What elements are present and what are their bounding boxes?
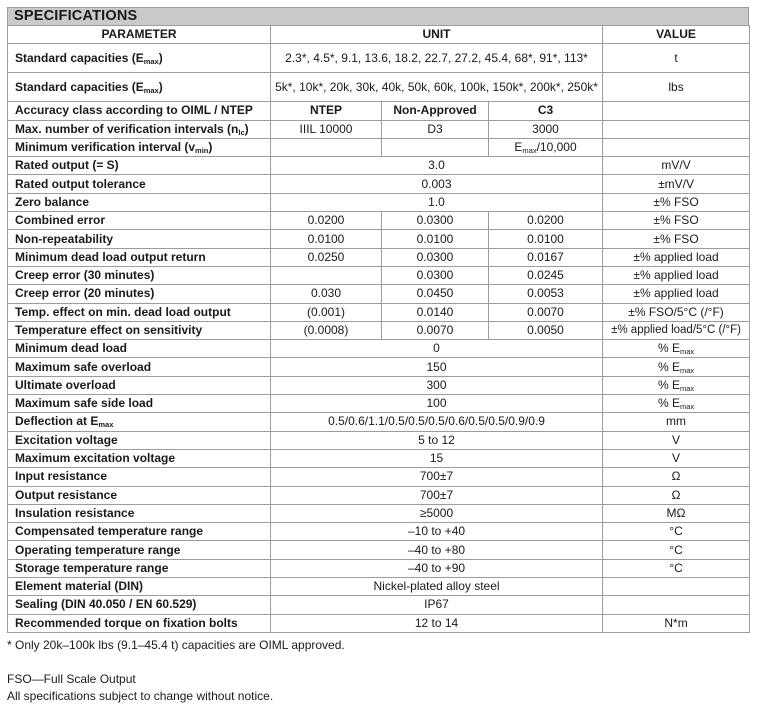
unit-cell: –40 to +80 bbox=[271, 541, 603, 559]
unit-cell: 0.003 bbox=[271, 175, 603, 193]
oiml-footnote: * Only 20k–100k lbs (9.1–45.4 t) capacities are OIML approved. bbox=[7, 637, 345, 652]
unit-cell: 150 bbox=[271, 358, 603, 376]
value-cell: °C bbox=[603, 541, 750, 559]
param-label: Creep error (30 minutes) bbox=[8, 266, 271, 284]
table-header-row bbox=[8, 26, 750, 44]
footnotes bbox=[7, 637, 749, 705]
ntep-cell bbox=[271, 138, 382, 156]
c3-cell: 0.0245 bbox=[489, 266, 603, 284]
table-row bbox=[8, 541, 750, 559]
table-row bbox=[8, 212, 750, 230]
param-label: Standard capacities $(E_{max})$ bbox=[8, 73, 271, 102]
table-row bbox=[8, 395, 750, 413]
param-label: Minimum dead load bbox=[8, 340, 271, 358]
table-row bbox=[8, 523, 750, 541]
c3-cell: 0.0200 bbox=[489, 212, 603, 230]
non-approved-cell: 0.0300 bbox=[382, 266, 489, 284]
param-label: Element material (DIN) bbox=[8, 578, 271, 596]
value-cell: V bbox=[603, 449, 750, 467]
param-label: Accuracy class according to OIML / NTEP bbox=[8, 102, 271, 120]
table-row bbox=[8, 449, 750, 467]
unit-cell: 700±7 bbox=[271, 468, 603, 486]
table-row bbox=[8, 44, 750, 73]
ntep-cell: (0.0008) bbox=[271, 321, 382, 339]
table-row bbox=[8, 266, 750, 284]
param-label: Standard capacities $(E_{max})$ bbox=[8, 44, 271, 73]
value-cell: ±% applied load bbox=[603, 266, 750, 284]
unit-header: UNIT bbox=[271, 26, 603, 44]
specifications-table bbox=[7, 25, 750, 633]
value-cell: ±% applied load/5°C (/°F) bbox=[603, 321, 750, 339]
param-label: Maximum safe overload bbox=[8, 358, 271, 376]
param-label: Storage temperature range bbox=[8, 559, 271, 577]
value-cell: N*m bbox=[603, 614, 750, 632]
ntep-cell: NTEP bbox=[271, 102, 382, 120]
param-label: Ultimate overload bbox=[8, 376, 271, 394]
value-cell: ±% FSO bbox=[603, 212, 750, 230]
param-label: Deflection at $E_{max}$ bbox=[8, 413, 271, 431]
value-header: VALUE bbox=[603, 26, 750, 44]
non-approved-cell: 0.0300 bbox=[382, 212, 489, 230]
non-approved-cell: 0.0450 bbox=[382, 285, 489, 303]
table-row bbox=[8, 230, 750, 248]
param-label: Minimum dead load output return bbox=[8, 248, 271, 266]
value-cell: ±% applied load bbox=[603, 285, 750, 303]
table-row bbox=[8, 614, 750, 632]
change-notice: All specifications subject to change without notice. bbox=[7, 688, 274, 703]
unit-cell: Nickel-plated alloy steel bbox=[271, 578, 603, 596]
table-row bbox=[8, 157, 750, 175]
value-cell bbox=[603, 120, 750, 138]
param-label: Excitation voltage bbox=[8, 431, 271, 449]
value-cell: ±% FSO bbox=[603, 193, 750, 211]
c3-cell: 0.0167 bbox=[489, 248, 603, 266]
unit-cell: 700±7 bbox=[271, 486, 603, 504]
c3-cell: 0.0070 bbox=[489, 303, 603, 321]
table-row bbox=[8, 376, 750, 394]
ntep-cell: IIIL 10000 bbox=[271, 120, 382, 138]
parameter-header: PARAMETER bbox=[8, 26, 271, 44]
non-approved-cell: Non-Approved bbox=[382, 102, 489, 120]
non-approved-cell bbox=[382, 138, 489, 156]
unit-cell: 12 to 14 bbox=[271, 614, 603, 632]
c3-cell: 0.0100 bbox=[489, 230, 603, 248]
table-row bbox=[8, 321, 750, 339]
param-label: Creep error (20 minutes) bbox=[8, 285, 271, 303]
non-approved-cell: 0.0300 bbox=[382, 248, 489, 266]
non-approved-cell: D3 bbox=[382, 120, 489, 138]
param-label: Input resistance bbox=[8, 468, 271, 486]
param-label: Sealing (DIN 40.050 / EN 60.529) bbox=[8, 596, 271, 614]
unit-cell: 100 bbox=[271, 395, 603, 413]
value-cell: t bbox=[603, 44, 750, 73]
param-label: Max. number of verification intervals $(n_{lc})$ bbox=[8, 120, 271, 138]
param-label: Temp. effect on min. dead load output bbox=[8, 303, 271, 321]
unit-cell: IP67 bbox=[271, 596, 603, 614]
param-label: Rated output (= S) bbox=[8, 157, 271, 175]
table-row bbox=[8, 138, 750, 156]
unit-cell: 5k*, 10k*, 20k, 30k, 40k, 50k, 60k, 100k, 150k*, 200k*, 250k* bbox=[271, 73, 603, 102]
ntep-cell: 0.030 bbox=[271, 285, 382, 303]
table-row bbox=[8, 73, 750, 102]
table-row bbox=[8, 303, 750, 321]
ntep-cell: 0.0200 bbox=[271, 212, 382, 230]
unit-cell: ≥5000 bbox=[271, 504, 603, 522]
value-cell: mV/V bbox=[603, 157, 750, 175]
c3-cell: 0.0053 bbox=[489, 285, 603, 303]
unit-cell: 2.3*, 4.5*, 9.1, 13.6, 18.2, 22.7, 27.2, 45.4, 68*, 91*, 113* bbox=[271, 44, 603, 73]
param-label: Recommended torque on fixation bolts bbox=[8, 614, 271, 632]
value-cell: ±% FSO/5°C (/°F) bbox=[603, 303, 750, 321]
param-label: Insulation resistance bbox=[8, 504, 271, 522]
table-row bbox=[8, 340, 750, 358]
value-cell: MΩ bbox=[603, 504, 750, 522]
value-cell: °C bbox=[603, 559, 750, 577]
table-row bbox=[8, 248, 750, 266]
unit-cell: 0 bbox=[271, 340, 603, 358]
non-approved-cell: 0.0140 bbox=[382, 303, 489, 321]
table-row bbox=[8, 486, 750, 504]
table-row bbox=[8, 193, 750, 211]
value-cell bbox=[603, 578, 750, 596]
param-label: Zero balance bbox=[8, 193, 271, 211]
table-row bbox=[8, 120, 750, 138]
unit-cell: –40 to +90 bbox=[271, 559, 603, 577]
value-cell: % $E_{max}$ bbox=[603, 340, 750, 358]
unit-cell: 1.0 bbox=[271, 193, 603, 211]
table-row bbox=[8, 596, 750, 614]
c3-cell: C3 bbox=[489, 102, 603, 120]
non-approved-cell: 0.0100 bbox=[382, 230, 489, 248]
table-row bbox=[8, 285, 750, 303]
value-cell: % $E_{max}$ bbox=[603, 376, 750, 394]
table-row bbox=[8, 468, 750, 486]
table-row bbox=[8, 358, 750, 376]
unit-cell: 15 bbox=[271, 449, 603, 467]
value-cell: ±mV/V bbox=[603, 175, 750, 193]
value-cell: mm bbox=[603, 413, 750, 431]
table-row bbox=[8, 559, 750, 577]
param-label: Operating temperature range bbox=[8, 541, 271, 559]
table-row bbox=[8, 102, 750, 120]
specifications-sheet bbox=[7, 7, 749, 705]
param-label: Temperature effect on sensitivity bbox=[8, 321, 271, 339]
value-cell: % $E_{max}$ bbox=[603, 358, 750, 376]
non-approved-cell: 0.0070 bbox=[382, 321, 489, 339]
unit-cell: 0.5/0.6/1.1/0.5/0.5/0.5/0.6/0.5/0.5/0.9/0.9 bbox=[271, 413, 603, 431]
table-row bbox=[8, 413, 750, 431]
unit-cell: 3.0 bbox=[271, 157, 603, 175]
param-label: Compensated temperature range bbox=[8, 523, 271, 541]
param-label: Minimum verification interval $(v_{min})$ bbox=[8, 138, 271, 156]
c3-cell: $E_{max}/10,000$ bbox=[489, 138, 603, 156]
value-cell: Ω bbox=[603, 486, 750, 504]
value-cell: % $E_{max}$ bbox=[603, 395, 750, 413]
unit-cell: 5 to 12 bbox=[271, 431, 603, 449]
value-cell bbox=[603, 596, 750, 614]
value-cell bbox=[603, 102, 750, 120]
table-row bbox=[8, 504, 750, 522]
c3-cell: 3000 bbox=[489, 120, 603, 138]
ntep-cell bbox=[271, 266, 382, 284]
unit-cell: –10 to +40 bbox=[271, 523, 603, 541]
param-label: Non-repeatability bbox=[8, 230, 271, 248]
ntep-cell: 0.0250 bbox=[271, 248, 382, 266]
param-label: Maximum safe side load bbox=[8, 395, 271, 413]
table-row bbox=[8, 175, 750, 193]
param-label: Rated output tolerance bbox=[8, 175, 271, 193]
ntep-cell: 0.0100 bbox=[271, 230, 382, 248]
param-label: Combined error bbox=[8, 212, 271, 230]
value-cell: ±% FSO bbox=[603, 230, 750, 248]
c3-cell: 0.0050 bbox=[489, 321, 603, 339]
value-cell: lbs bbox=[603, 73, 750, 102]
param-label: Maximum excitation voltage bbox=[8, 449, 271, 467]
value-cell: V bbox=[603, 431, 750, 449]
unit-cell: 300 bbox=[271, 376, 603, 394]
fso-footnote: FSO—Full Scale Output bbox=[7, 671, 136, 686]
table-row bbox=[8, 578, 750, 596]
value-cell: ±% applied load bbox=[603, 248, 750, 266]
table-row bbox=[8, 431, 750, 449]
specifications-title: SPECIFICATIONS bbox=[7, 7, 749, 25]
param-label: Output resistance bbox=[8, 486, 271, 504]
value-cell: Ω bbox=[603, 468, 750, 486]
ntep-cell: (0.001) bbox=[271, 303, 382, 321]
value-cell: °C bbox=[603, 523, 750, 541]
value-cell bbox=[603, 138, 750, 156]
